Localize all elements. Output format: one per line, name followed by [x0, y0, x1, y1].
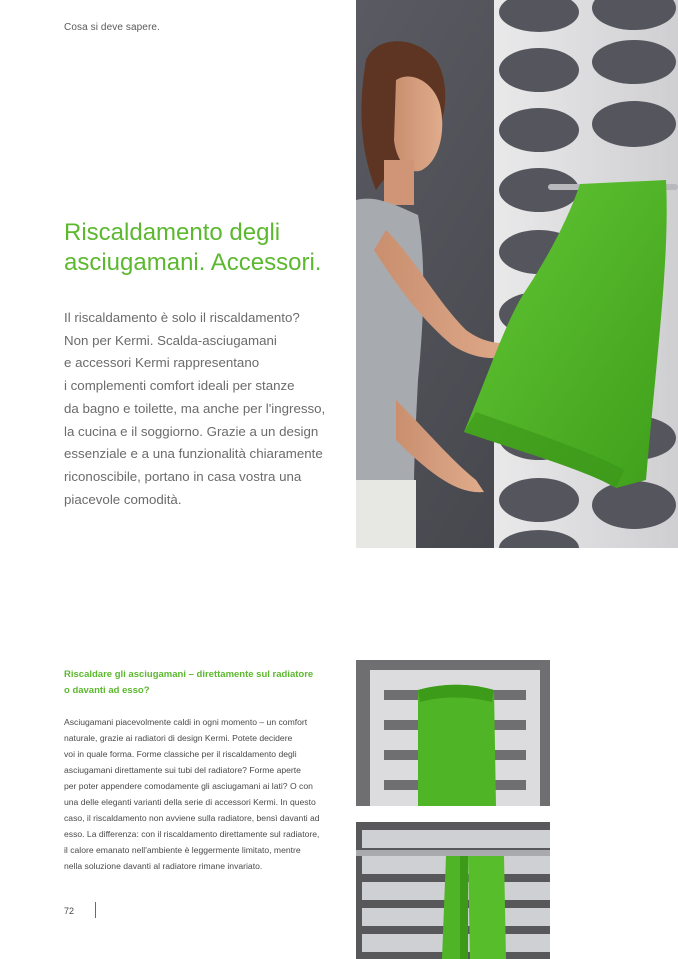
- intro-line: riconoscibile, portano in casa vostra una: [64, 468, 302, 484]
- title-line: Riscaldamento degli: [64, 219, 281, 246]
- body-line: una delle eleganti varianti della serie di accessori Kermi. In questo: [64, 797, 316, 807]
- page-title: [64, 218, 344, 278]
- intro-line: i complementi comfort ideali per stanze: [64, 378, 295, 394]
- intro-line: piacevole comodità.: [64, 491, 182, 507]
- intro-line: la cucina e il soggiorno. Grazie a un design: [64, 423, 319, 439]
- radiator-with-green-towel-photo: [356, 660, 550, 806]
- body-line: esso. La differenza: con il riscaldamento direttamente sul radiatore,: [64, 829, 320, 839]
- body-line: per poter appendere comodamente gli asciugamani ai lati? O con: [64, 781, 313, 791]
- intro-line: e accessori Kermi rappresentano: [64, 355, 260, 371]
- body-line: caso, il riscaldamento non avviene sulla radiatore, bensì davanti ad: [64, 813, 320, 823]
- section-kicker: Cosa si deve sapere.: [64, 22, 160, 33]
- title-line: asciugamani. Accessori.: [64, 249, 322, 276]
- body-line: il calore emanato nell'ambiente è leggermente limitato, mentre: [64, 845, 301, 855]
- section-heading: [64, 667, 354, 699]
- intro-paragraph: [64, 307, 349, 511]
- intro-line: Non per Kermi. Scalda-asciugamani: [64, 332, 277, 348]
- intro-line: da bagno e toilette, ma anche per l'ingresso,: [64, 400, 326, 416]
- body-line: voi in quale forma. Forme classiche per il riscaldamento degli: [64, 749, 297, 759]
- body-line: Asciugamani piacevolmente caldi in ogni momento – un comfort: [64, 717, 308, 727]
- body-line: nella soluzione davanti al radiatore rimane invariato.: [64, 861, 263, 871]
- intro-line: essenziale e a una funzionalità chiaramente: [64, 446, 323, 462]
- intro-line: Il riscaldamento è solo il riscaldamento?: [64, 310, 300, 325]
- radiator-with-towel-rail-photo: [356, 822, 550, 959]
- body-line: asciugamani direttamente sui tubi del radiatore? Forme aperte: [64, 765, 301, 775]
- body-line: naturale, grazie ai radiatori di design Kermi. Potete decidere: [64, 733, 293, 743]
- page-number-divider: [95, 902, 96, 918]
- section-heading-line: Riscaldare gli asciugamani – direttamente sul radiatore: [64, 669, 314, 680]
- section-heading-line: o davanti ad esso?: [64, 685, 150, 696]
- section-body: [64, 714, 354, 874]
- page-number: 72: [64, 906, 75, 916]
- woman-with-green-towel-photo: [356, 0, 678, 548]
